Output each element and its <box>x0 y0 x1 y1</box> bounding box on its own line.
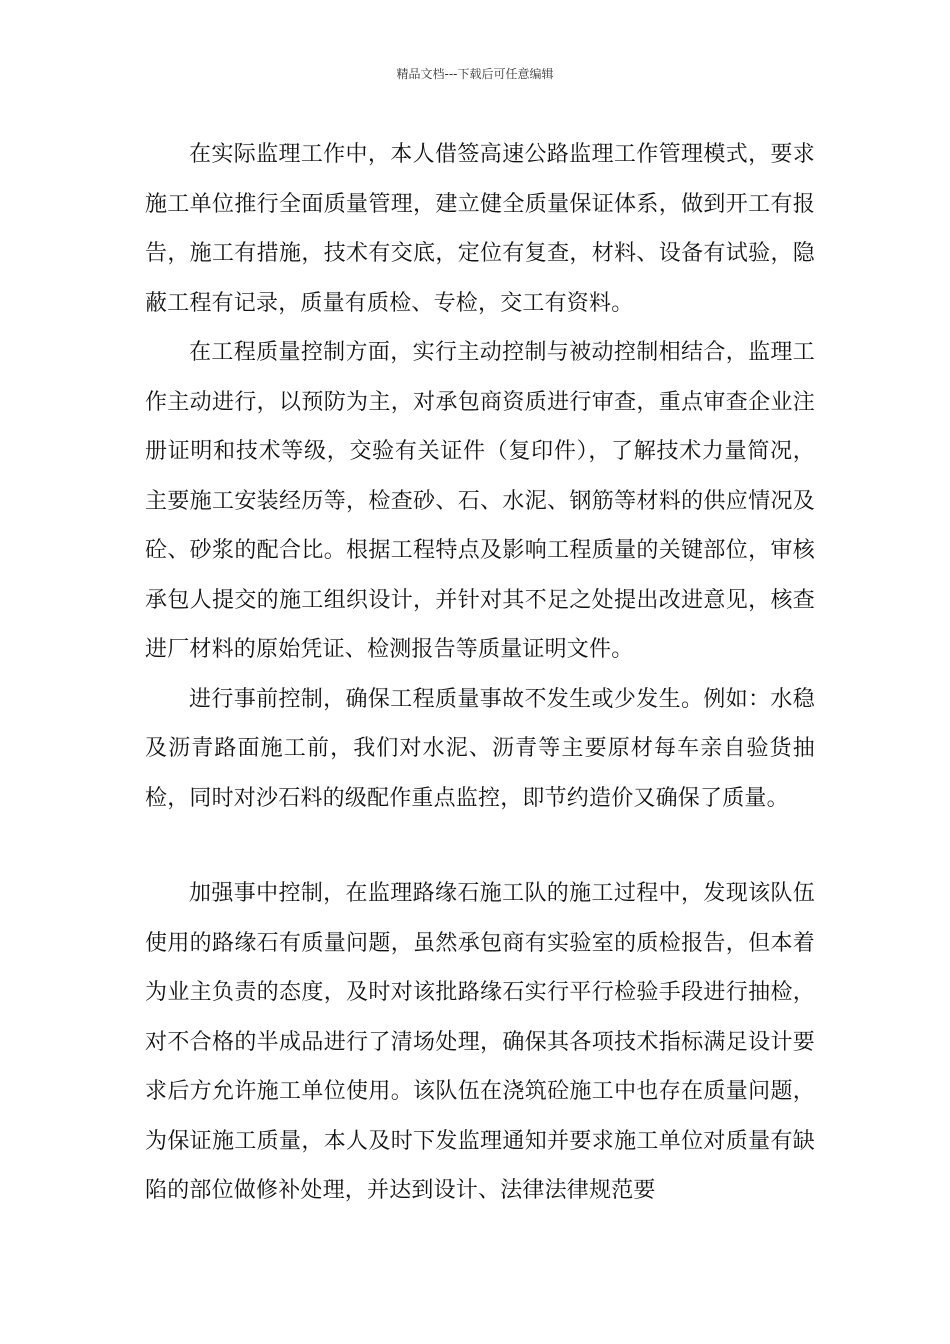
page-header: 精品文档---下载后可任意编辑 <box>396 67 554 81</box>
paragraph-pre-control: 进行事前控制，确保工程质量事故不发生或少发生。例如：水稳及沥青路面施工前，我们对水泥、沥青等主要原材每车亲自验货抽检，同时对沙石料的级配作重点监控，即节约造价又确保了质量。 <box>145 686 815 811</box>
paragraph-in-process-control: 加强事中控制，在监理路缘石施工队的施工过程中，发现该队伍使用的路缘石有质量问题，虽然承包商有实验室的质检报告，但本着为业主负责的态度，及时对该批路缘石实行平行检验手段进行抽检，对不合格的半成品进行了清场处理，确保其各项技术指标满足设计要求后方允许施工单位使用。该队伍在浇筑砼施工中也存在质量问题，为保证施工质量，本人及时下发监理通知并要求施工单位对质量有缺陷的部位做修补处理，并达到设计、法律法律规范要 <box>145 881 815 1203</box>
paragraph-quality-control: 在工程质量控制方面，实行主动控制与被动控制相结合，监理工作主动进行，以预防为主，对承包商资质进行审查，重点审查企业注册证明和技术等级，交验有关证件（复印件），了解技术力量简况，主要施工安装经历等，检查砂、石、水泥、钢筋等材料的供应情况及砼、砂浆的配合比。根据工程特点及影响工程质量的关键部位，审核承包人提交的施工组织设计，并针对其不足之处提出改进意见，核查进厂材料的原始凭证、检测报告等质量证明文件。 <box>145 340 815 662</box>
paragraph-quality-management: 在实际监理工作中，本人借签高速公路监理工作管理模式，要求施工单位推行全面质量管理，建立健全质量保证体系，做到开工有报告，施工有措施，技术有交底，定位有复查，材料、设备有试验，隐蔽工程有记录，质量有质检、专检，交工有资料。 <box>145 142 815 316</box>
document-body <box>145 130 815 1216</box>
